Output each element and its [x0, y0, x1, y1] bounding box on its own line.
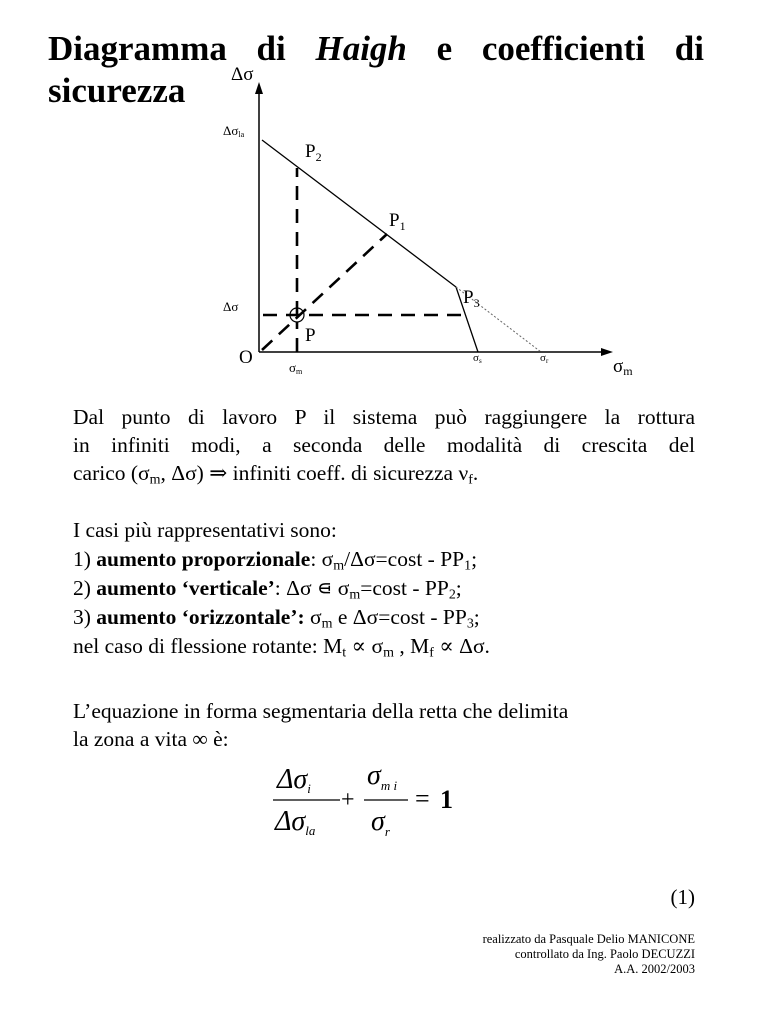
title-part3: e coefficienti di: [406, 29, 704, 68]
y-axis-arrow: [255, 82, 263, 94]
sigma-s-label: σs: [473, 352, 482, 365]
cases-list: [73, 516, 713, 661]
sigma-r-label: σr: [540, 352, 549, 365]
x-axis-label: σm: [613, 356, 633, 378]
dsigma-la-label: Δσla: [223, 123, 245, 139]
numerator-2: $\sigma_{m i}$: [367, 760, 398, 793]
point-p-dot: [296, 314, 299, 317]
title-part1: Diagramma di: [48, 29, 316, 68]
intro-line2: in infiniti modi, a seconda delle modalità di crescita del: [73, 433, 695, 457]
case-1: 1) aumento proporzionale: $\sigma_m/\Delta\sigma=\cos t - PP_1$;: [73, 547, 478, 574]
intro-line1: Dal punto di lavoro P il sistema può raggiungere la rottura: [73, 405, 695, 429]
one: 1: [440, 785, 453, 814]
intro-paragraph: [73, 403, 695, 487]
cases-intro: I casi più rappresentativi sono:: [73, 518, 337, 542]
credits: [483, 932, 695, 977]
equals-sign: =: [415, 784, 430, 813]
case-2: 2) aumento ‘verticale’: Δσ ⋴ $\sigma_m=\cos t - PP_2$;: [73, 576, 462, 603]
p3-label: $P_3$: [463, 287, 480, 310]
title-haigh: Haigh: [315, 29, 407, 68]
credits-line2: controllato da Ing. Paolo DECUZZI: [514, 947, 695, 961]
equation-number: (1): [670, 885, 695, 909]
y-axis-label: Δσ: [231, 64, 254, 85]
denominator-1: Δσla: [275, 806, 316, 838]
title-line2: sicurezza: [48, 71, 186, 110]
p2-label: $P_2$: [305, 141, 322, 164]
credits-line1: realizzato da Pasquale Delio MANICONE: [482, 932, 695, 946]
origin-label: O: [239, 347, 253, 368]
p1-label: $P_1$: [389, 210, 406, 233]
rotating-bending-note: nel caso di flessione rotante: $M_t \propto \sigma_m$ , $M_f \propto \Delta\sigma$.: [73, 634, 490, 661]
dsigma-label: Δσ: [223, 299, 239, 314]
haigh-limit-line: [262, 140, 478, 352]
equation-intro-line2: la zona a vita ∞ è:: [73, 727, 229, 751]
equation-intro-line1: L’equazione in forma segmentaria della retta che delimita: [73, 699, 569, 723]
proportional-path: [262, 234, 387, 350]
haigh-diagram: [0, 0, 768, 390]
intro-line3: carico ($\sigma_m$, Δσ) ⇒ infiniti coeff. di sicurezza $\nu_f$.: [73, 461, 479, 488]
numerator-1: Δσi: [277, 764, 311, 796]
plus-sign: +: [341, 787, 355, 813]
sigma-m-label: σm: [289, 360, 303, 376]
equation-intro: [73, 697, 713, 753]
p-label: P: [305, 325, 316, 346]
x-axis-arrow: [601, 348, 613, 356]
denominator-2: $\sigma_r$: [371, 806, 390, 839]
credits-line3: A.A. 2002/2003: [614, 962, 695, 976]
haigh-equation: [265, 758, 495, 848]
case-3: 3) aumento ‘orizzontale’: $\sigma_m$ e $\Delta\sigma=\cos t - PP_3$;: [73, 605, 480, 632]
